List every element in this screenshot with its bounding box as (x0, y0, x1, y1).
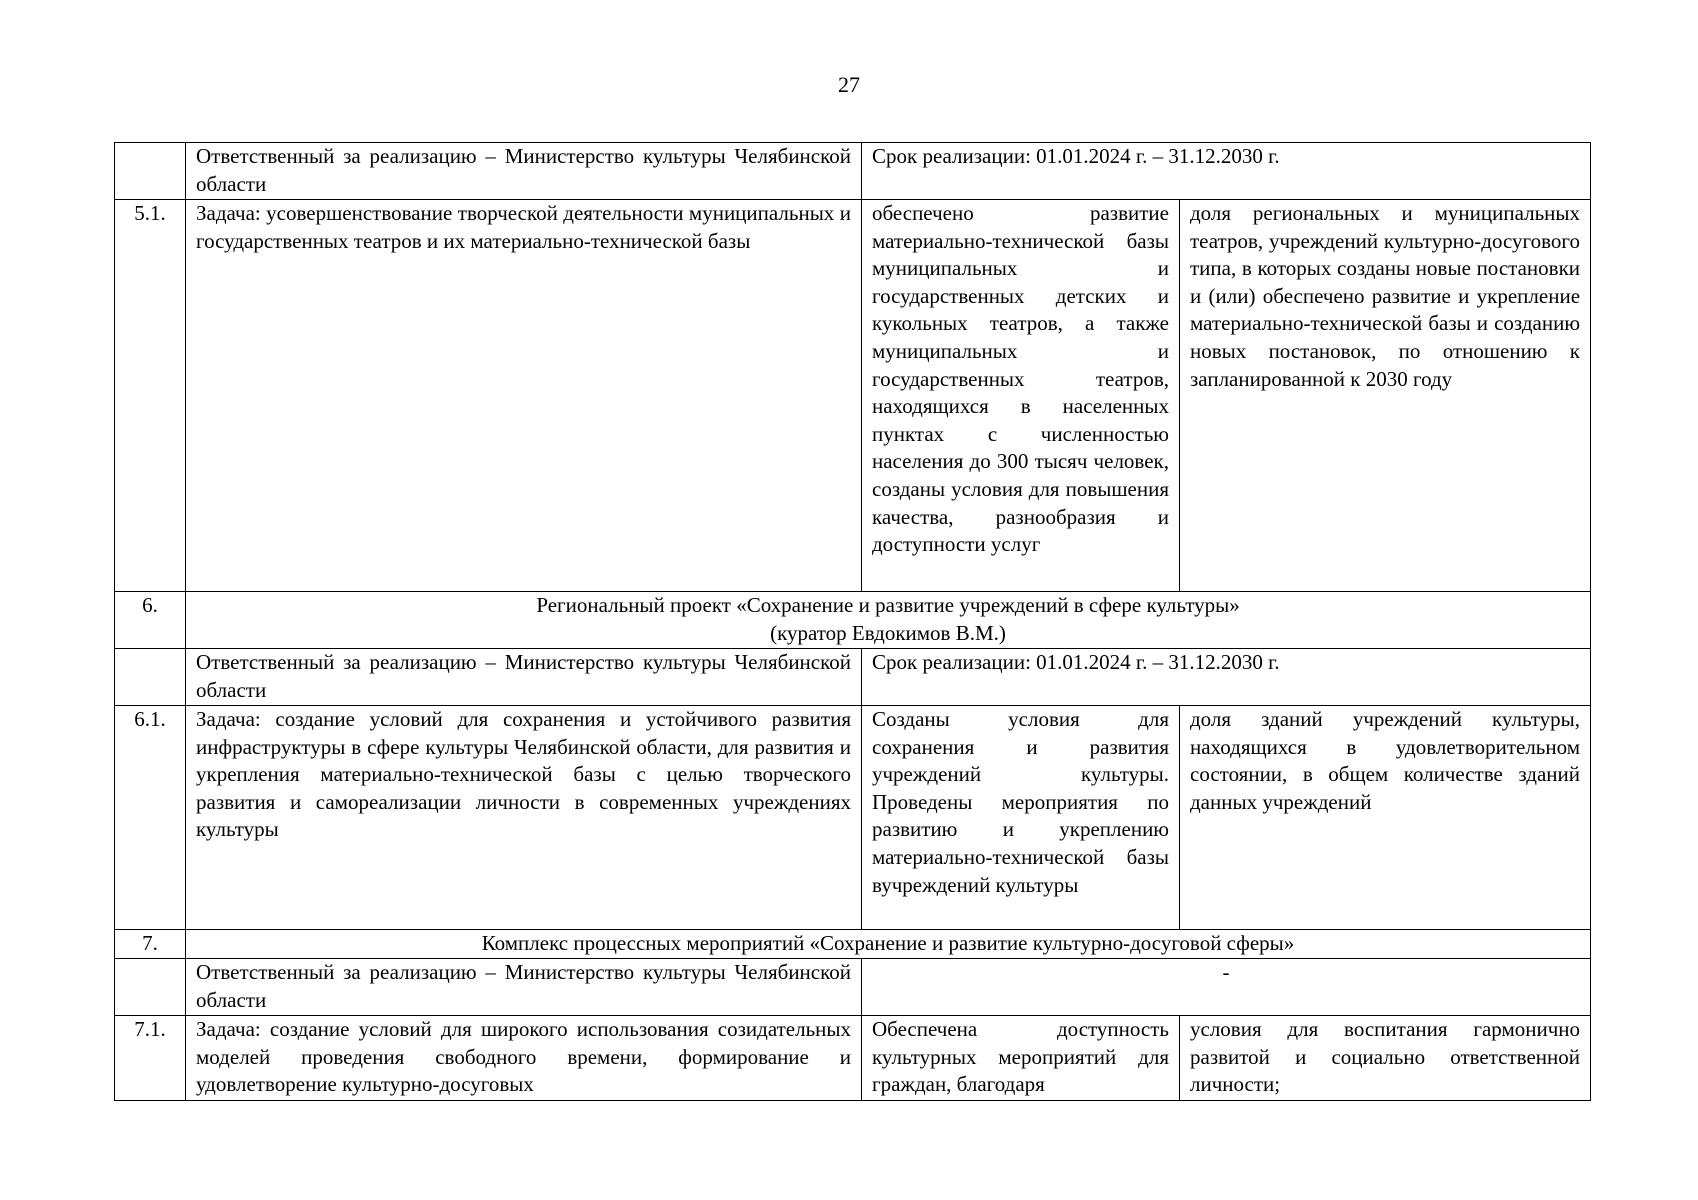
term-cell: Срок реализации: 01.01.2024 г. – 31.12.2030 г. (862, 649, 1591, 706)
task-cell: Задача: создание условий для широкого использования созидательных моделей проведения свободного времени, формирование и удовлетворение культурно-досуговых (186, 1016, 862, 1101)
number-cell: 7. (115, 930, 186, 959)
responsible-cell: Ответственный за реализацию – Министерство культуры Челябинской области (186, 143, 862, 200)
number-cell (115, 143, 186, 200)
number-cell: 5.1. (115, 200, 186, 592)
table-row (115, 649, 1591, 706)
table-row (115, 200, 1591, 592)
result-cell: обеспечено развитие материально-технической базы муниципальных и государственных детских и кукольных театров, а также муниципальных и государственных театров, находящихся в населенных пунктах с численностью населения до 300 тысяч человек, созданы условия для повышения качества, разнообразия и доступности услуг (862, 200, 1180, 592)
table-row (115, 143, 1591, 200)
section-title: Региональный проект «Сохранение и развитие учреждений в сфере культуры» (536, 593, 1240, 617)
table-row (115, 930, 1591, 959)
term-cell: - (862, 959, 1591, 1016)
table-row (115, 1016, 1591, 1101)
responsible-cell: Ответственный за реализацию – Министерство культуры Челябинской области (186, 649, 862, 706)
result-cell: Обеспечена доступность культурных мероприятий для граждан, благодаря (862, 1016, 1180, 1101)
result-cell: Созданы условия для сохранения и развития учреждений культуры. Проведены мероприятия по развитию и укреплению материально-технической базы вучреждений культуры (862, 706, 1180, 930)
indicator-cell: доля зданий учреждений культуры, находящихся в удовлетворительном состоянии, в общем количестве зданий данных учреждений (1180, 706, 1591, 930)
number-cell: 6. (115, 592, 186, 649)
indicator-cell: доля региональных и муниципальных театров, учреждений культурно-досугового типа, в которых созданы новые постановки и (или) обеспечено развитие и укрепление материально-технической базы и созданию новых постановок, по отношению к запланированной к 2030 году (1180, 200, 1591, 592)
table-row (115, 959, 1591, 1016)
program-table (114, 142, 1591, 1101)
number-cell (115, 959, 186, 1016)
section-title-cell: Комплекс процессных мероприятий «Сохранение и развитие культурно-досуговой сферы» (186, 930, 1591, 959)
task-cell: Задача: создание условий для сохранения и устойчивого развития инфраструктуры в сфере культуры Челябинской области, для развития и укрепления материально-технической базы с целью творческого развития и самореализации личности в современных учреждениях культуры (186, 706, 862, 930)
table-row (115, 592, 1591, 649)
number-cell: 7.1. (115, 1016, 186, 1101)
number-cell: 6.1. (115, 706, 186, 930)
table-row (115, 706, 1591, 930)
term-cell: Срок реализации: 01.01.2024 г. – 31.12.2030 г. (862, 143, 1591, 200)
indicator-cell: условия для воспитания гармонично развитой и социально ответственной личности; (1180, 1016, 1591, 1101)
number-cell (115, 649, 186, 706)
section-title-cell (186, 592, 1591, 649)
section-curator: (куратор Евдокимов В.М.) (770, 620, 1006, 645)
responsible-cell: Ответственный за реализацию – Министерство культуры Челябинской области (186, 959, 862, 1016)
task-cell: Задача: усовершенствование творческой деятельности муниципальных и государственных театров и их материально-технической базы (186, 200, 862, 592)
page-number: 27 (838, 72, 860, 97)
